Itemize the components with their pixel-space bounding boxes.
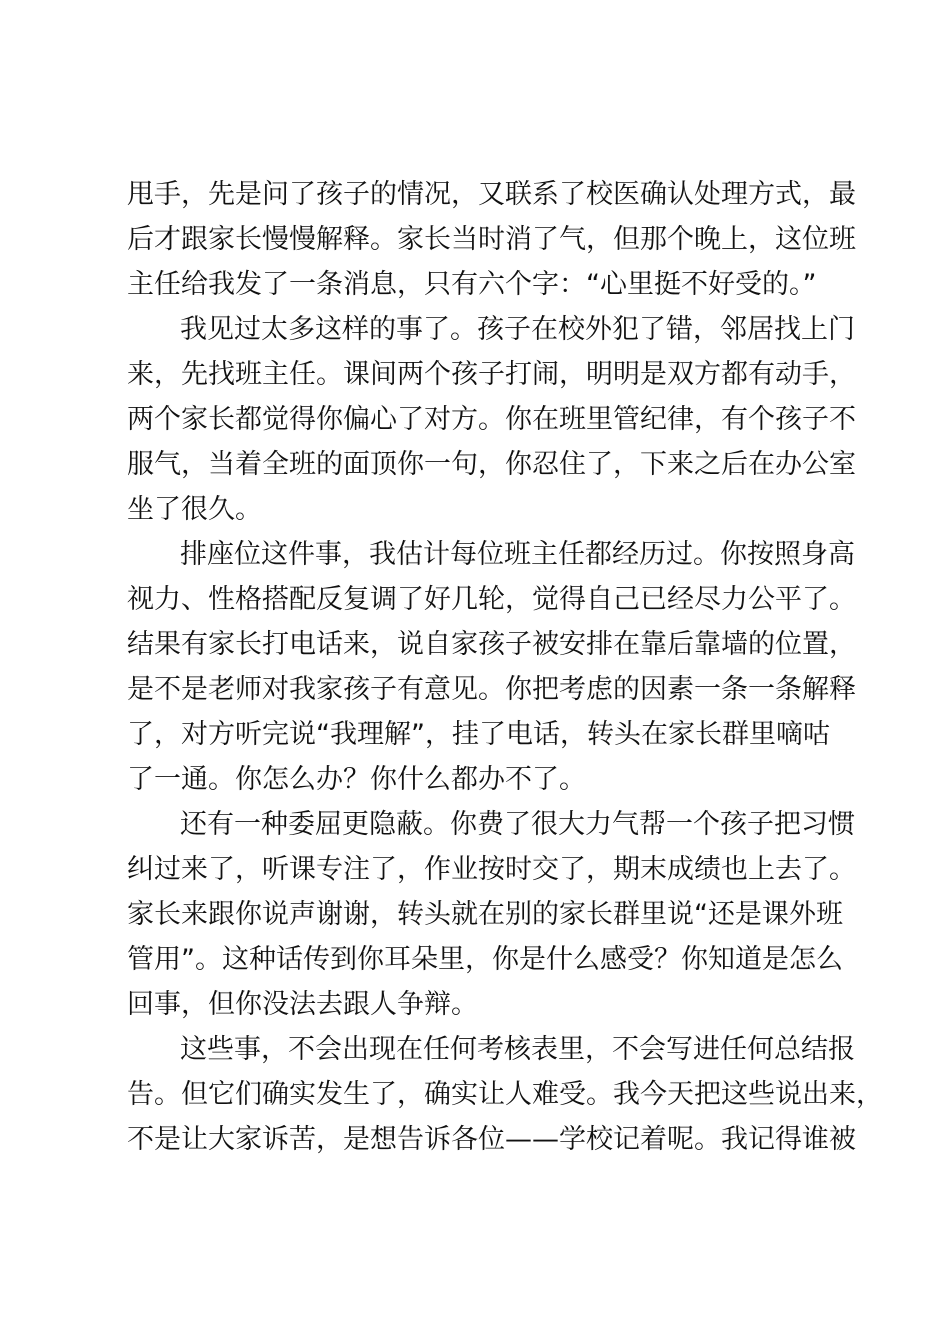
- text-line: 服气，当着全班的面顶你一句，你忍住了，下来之后在办公室: [127, 449, 856, 480]
- text-line: 排座位这件事，我估计每位班主任都经历过。你按照身高: [180, 539, 855, 570]
- text-line: 这些事，不会出现在任何考核表里，不会写进任何总结报: [180, 1034, 855, 1065]
- paragraph-3: [127, 532, 856, 802]
- text-line: 告。但它们确实发生了，确实让人难受。我今天把这些说出来，: [127, 1079, 883, 1110]
- text-line: 结果有家长打电话来，说自家孩子被安排在靠后靠墙的位置，: [127, 629, 856, 660]
- text-line: 还有一种委屈更隐蔽。你费了很大力气帮一个孩子把习惯: [180, 809, 855, 840]
- text-line: 不是让大家诉苦，是想告诉各位——学校记着呢。我记得谁被: [127, 1124, 856, 1155]
- text-line: 两个家长都觉得你偏心了对方。你在班里管纪律，有个孩子不: [127, 404, 856, 435]
- text-line: 了，对方听完说“我理解”，挂了电话，转头在家长群里嘀咕: [127, 719, 830, 750]
- paragraph-1: [127, 172, 856, 307]
- text-line: 了一通。你怎么办？你什么都办不了。: [127, 764, 586, 795]
- text-line: 我见过太多这样的事了。孩子在校外犯了错，邻居找上门: [180, 314, 855, 345]
- paragraph-5: [127, 1027, 883, 1162]
- text-line: 纠过来了，听课专注了，作业按时交了，期末成绩也上去了。: [127, 854, 856, 885]
- paragraph-4: [127, 802, 856, 1027]
- text-line: 后才跟家长慢慢解释。家长当时消了气，但那个晚上，这位班: [127, 224, 856, 255]
- text-line: 视力、性格搭配反复调了好几轮，觉得自己已经尽力公平了。: [127, 584, 856, 615]
- text-line: 管用”。这种话传到你耳朵里，你是什么感受？你知道是怎么: [127, 944, 843, 975]
- text-line: 家长来跟你说声谢谢，转头就在别的家长群里说“还是课外班: [127, 899, 843, 930]
- text-line: 回事，但你没法去跟人争辩。: [127, 989, 478, 1020]
- text-line: 主任给我发了一条消息，只有六个字：“心里挺不好受的。”: [127, 269, 817, 300]
- text-line: 是不是老师对我家孩子有意见。你把考虑的因素一条一条解释: [127, 674, 856, 705]
- text-line: 坐了很久。: [127, 494, 262, 525]
- text-line: 甩手，先是问了孩子的情况，又联系了校医确认处理方式，最: [127, 179, 856, 210]
- paragraph-2: [127, 307, 856, 532]
- text-line: 来，先找班主任。课间两个孩子打闹，明明是双方都有动手，: [127, 359, 856, 390]
- body-text: [127, 172, 883, 1162]
